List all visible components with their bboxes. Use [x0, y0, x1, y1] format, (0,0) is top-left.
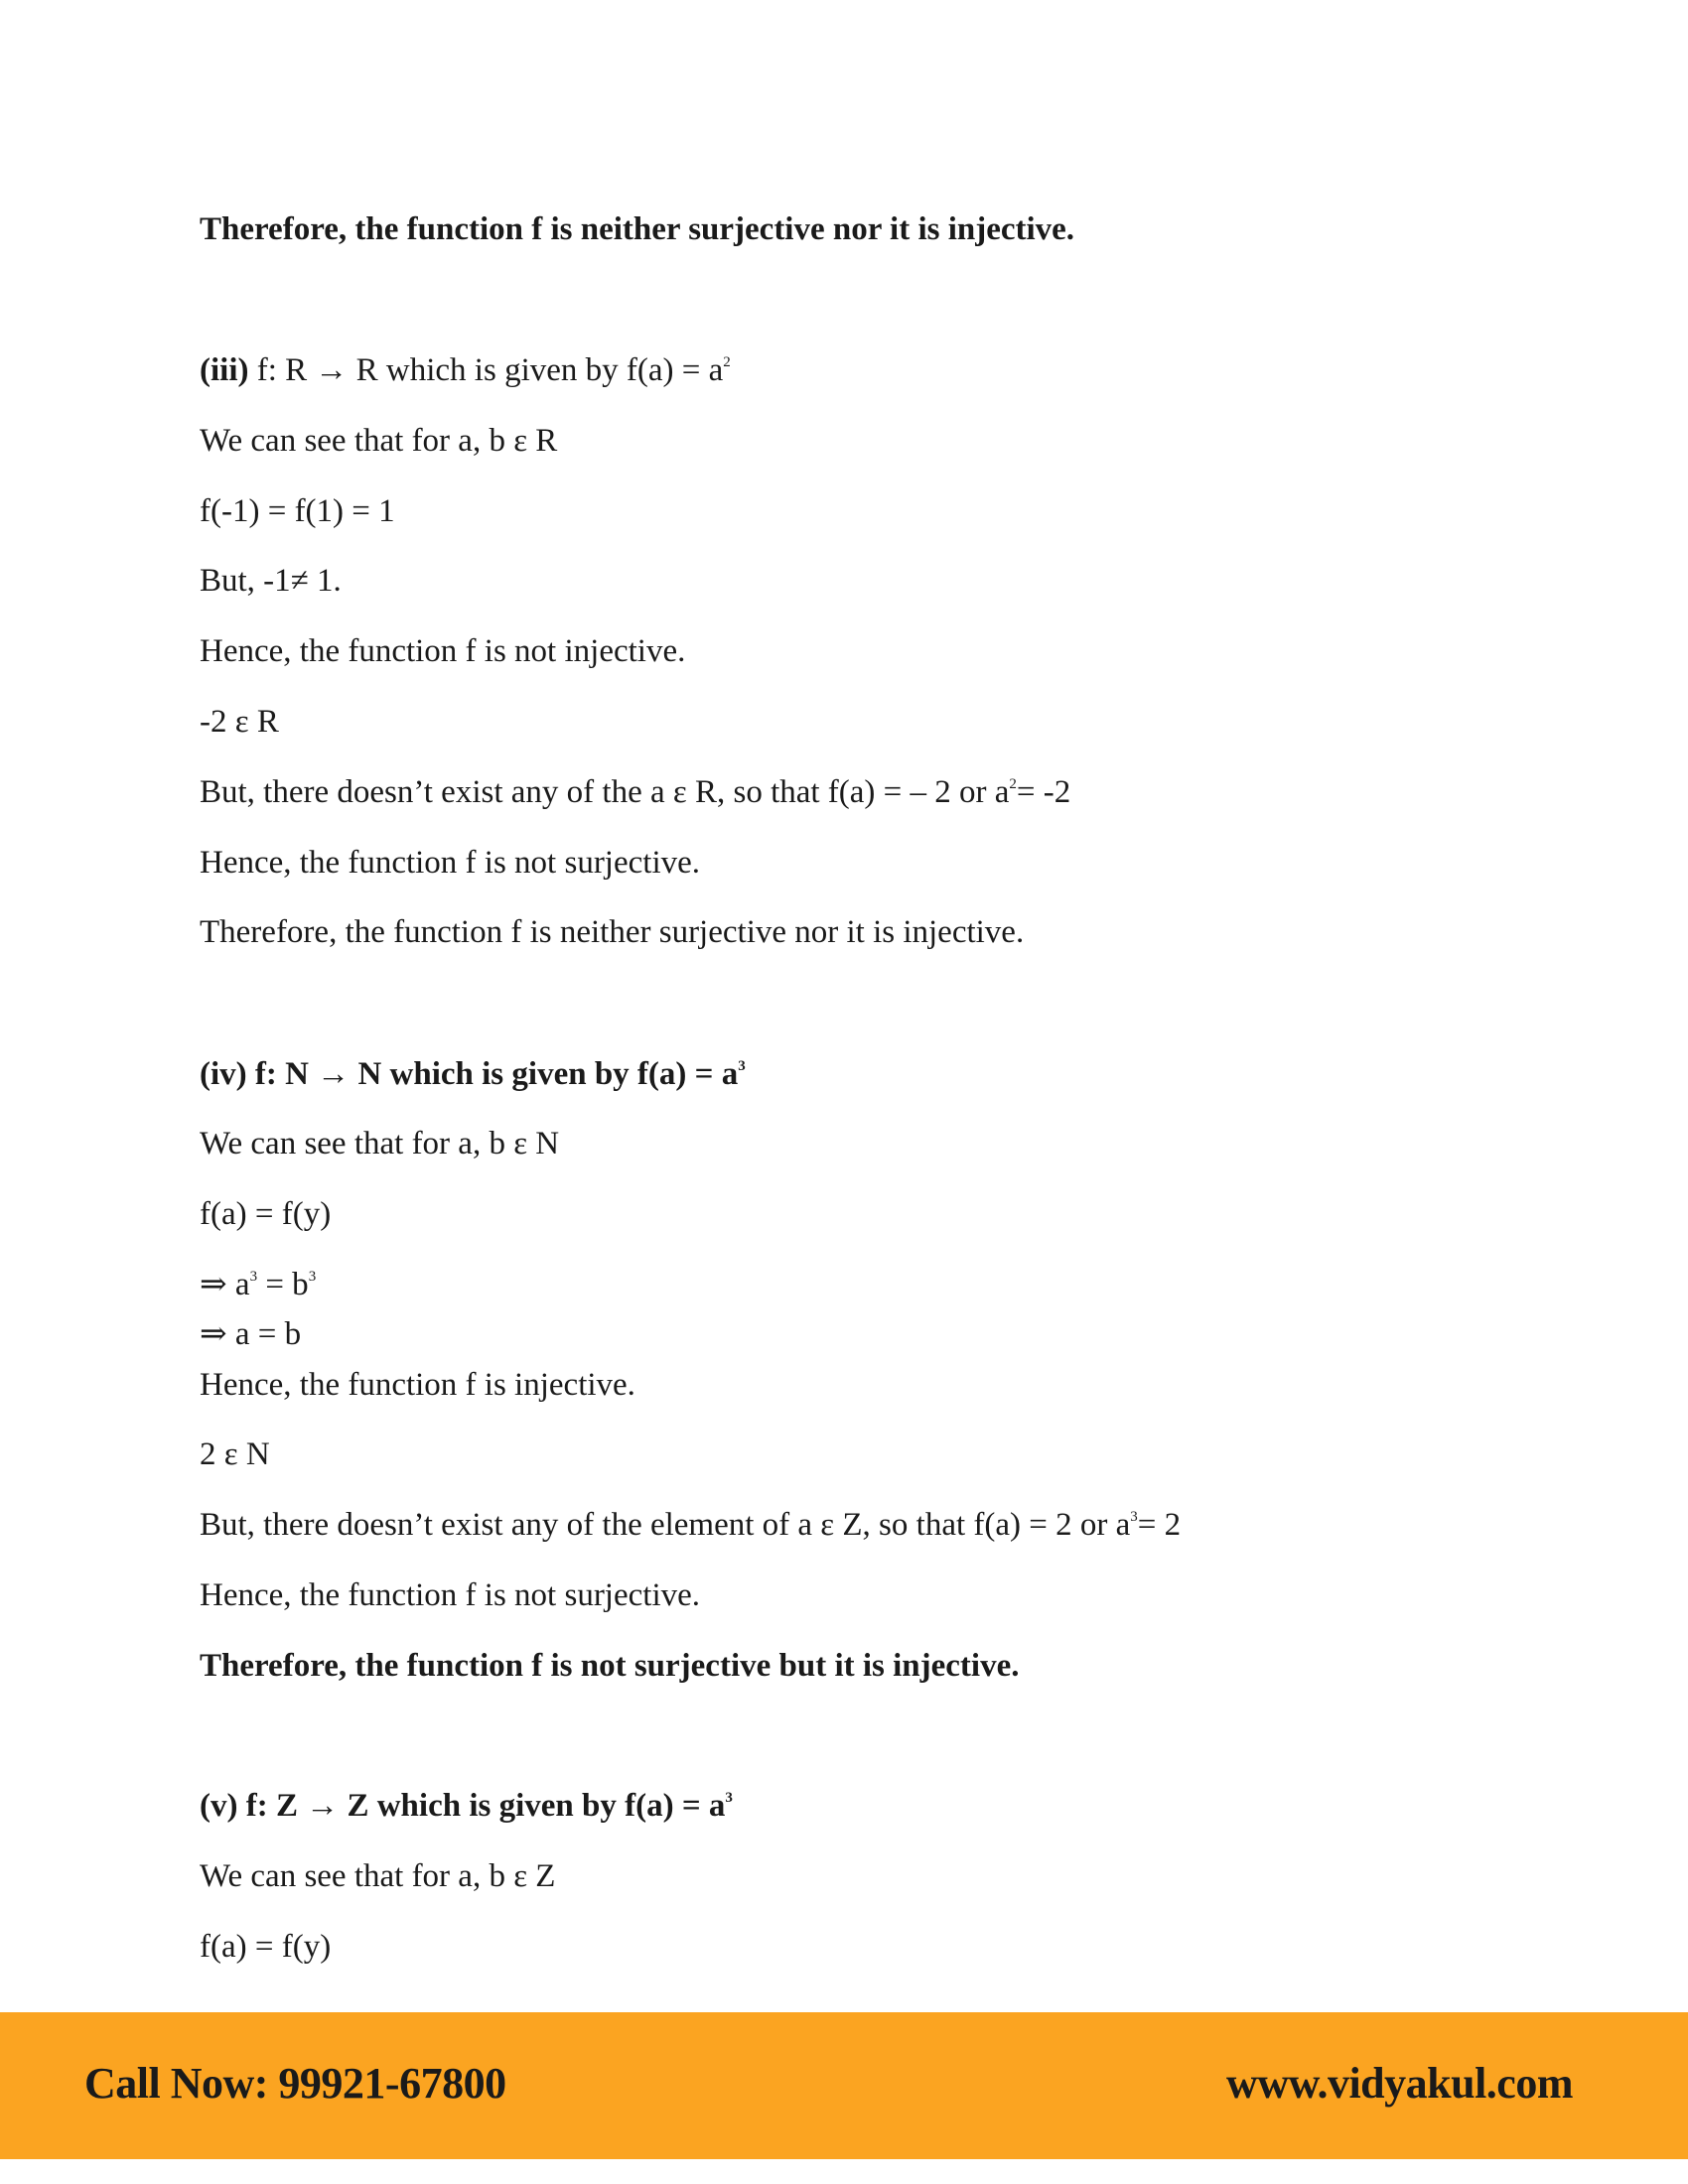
implication-line: ⇒ a = b: [200, 1316, 302, 1352]
part-iv-exponent: 3: [738, 1058, 746, 1074]
text-line: We can see that for a, b ε N: [200, 1126, 560, 1161]
text-line: We can see that for a, b ε R: [200, 423, 558, 459]
text-part: But, there doesn’t exist any of the element of a ε Z, so that f(a) = 2 or a: [200, 1507, 1131, 1543]
conclusion-iv: Therefore, the function f is not surjective but it is injective.: [200, 1648, 1020, 1684]
part-iii-statement: f: R → R which is given by f(a) = a: [248, 352, 724, 388]
text-part: = -2: [1016, 774, 1071, 810]
implication-line: [200, 1265, 316, 1304]
text-line: Hence, the function f is not surjective.: [200, 845, 701, 881]
text-part: But, there doesn’t exist any of the a ε R, so that f(a) = – 2 or a: [200, 774, 1010, 810]
text-line: f(a) = f(y): [200, 1929, 332, 1965]
footer-banner: [0, 2012, 1688, 2159]
part-iv-statement: (iv) f: N → N which is given by f(a) = a: [200, 1056, 739, 1092]
text-line: -2 ε R: [200, 704, 279, 740]
text-line: Hence, the function f is not injective.: [200, 633, 686, 669]
text-line: f(a) = f(y): [200, 1196, 332, 1232]
exponent: 3: [1130, 1509, 1138, 1525]
text-line: f(-1) = f(1) = 1: [200, 493, 395, 529]
text-part: = 2: [1137, 1507, 1182, 1543]
part-iii-exponent: 2: [723, 354, 731, 370]
part-iii-heading: [200, 350, 731, 390]
website-link[interactable]: www.vidyakul.com: [1226, 2059, 1573, 2108]
part-iii-label: (iii): [200, 352, 249, 388]
conclusion-ii: Therefore, the function f is neither surjective nor it is injective.: [200, 211, 1075, 247]
text-line: We can see that for a, b ε Z: [200, 1858, 556, 1894]
exponent: 3: [249, 1269, 258, 1285]
text-line: But, -1≠ 1.: [200, 563, 342, 599]
text-line: [200, 1505, 1181, 1545]
text-part: ⇒ a: [200, 1267, 250, 1302]
part-iv-heading: [200, 1054, 746, 1094]
text-part: = b: [257, 1267, 309, 1302]
text-line: 2 ε N: [200, 1436, 270, 1472]
conclusion-iii: Therefore, the function f is neither surjective nor it is injective.: [200, 914, 1025, 950]
text-line: [200, 772, 1070, 812]
exponent: 2: [1009, 776, 1017, 792]
part-v-statement: (v) f: Z → Z which is given by f(a) = a: [200, 1788, 726, 1824]
part-v-exponent: 3: [725, 1790, 733, 1806]
part-v-heading: [200, 1786, 733, 1826]
text-line: Hence, the function f is not surjective.: [200, 1577, 701, 1613]
text-line: Hence, the function f is injective.: [200, 1367, 635, 1403]
call-now-phone[interactable]: Call Now: 99921-67800: [84, 2059, 506, 2108]
exponent: 3: [308, 1269, 317, 1285]
